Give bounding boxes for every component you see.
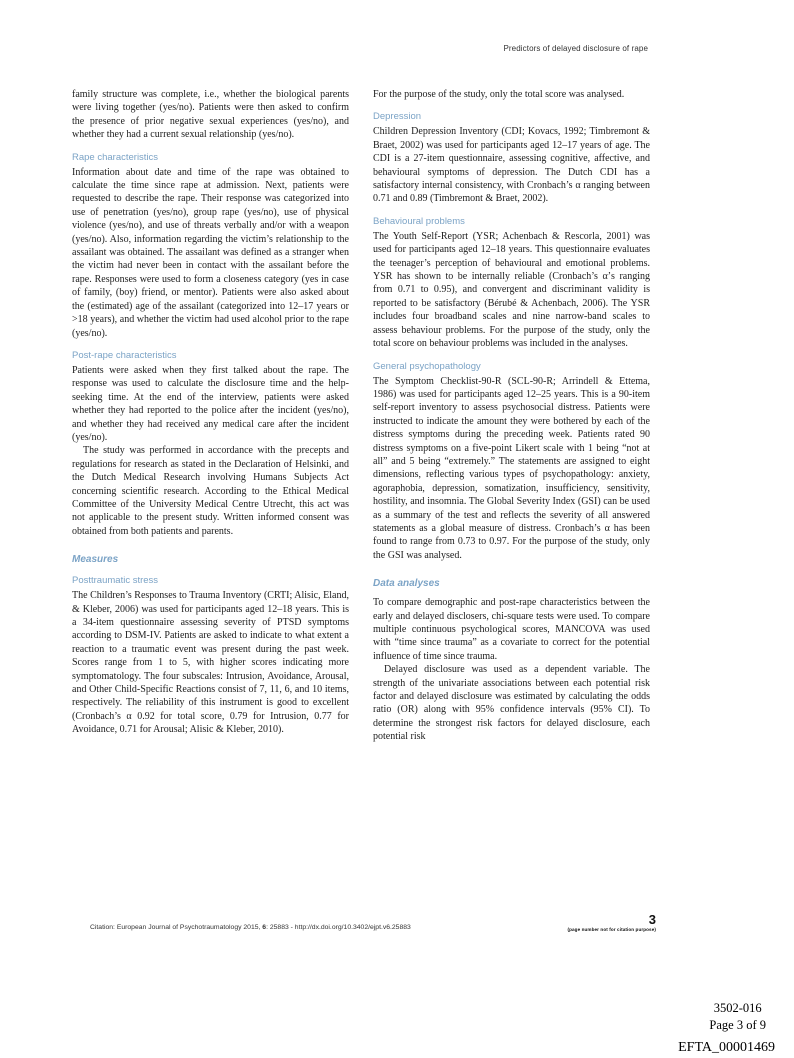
- citation-line: [90, 924, 411, 931]
- page-number-block: [567, 913, 656, 932]
- citation-prefix: Citation: European Journal of Psychotraumatology 2015,: [90, 924, 263, 931]
- production-number: 3502-016: [713, 1001, 762, 1015]
- page-number: 3: [648, 912, 656, 927]
- heading-data-analyses: Data analyses: [373, 578, 440, 590]
- column-left: [72, 88, 349, 744]
- paragraph: Information about date and time of the rape was obtained to calculate the time since rape at admission. Next, patients were requested to describe the rape. Their response was categorized into use of penetration (yes/no), group rape (yes/no), use of physical violence (yes/no), and use of threats verbally and/or with a weapon (yes/no). Also, information regarding the victim’s relationship to the assailant was obtained. The assailant was defined as a stranger when the victim had never been in contact with the assailant before the rape. Responses were used to form a closeness category (yes in case of family, (boy) friend, or mentor). Patients were also asked about the (estimated) age of the assailant (categorized into 12–17 years or >18 years), and whether the victim had used alcohol prior to the rape (yes/no).: [72, 166, 349, 339]
- heading-behavioural-problems: Behavioural problems: [373, 215, 465, 227]
- page-number-note: (page number not for citation purpose): [567, 927, 656, 932]
- paragraph: The Symptom Checklist-90-R (SCL-90-R; Arrindell & Ettema, 1986) was used for participants aged 12–25 years. This is a 90-item self-report inventory to assess psychosocial distress. Patients were instructed to indicate the amount they were bothered by each of the distress symptoms during the preceding week. Patients rated 90 distress symptoms on a five-point Likert scale with 1 being “not at all” and 5 being “extremely.” The statements are assigned to eight dimensions, reflecting various types of psychopathology: anxiety, agoraphobia, depression, somatization, insufficiency, sensitivity, hostility, and insomnia. The Global Severity Index (GSI) can be used as a summary of the test and reflects the severity of all answered statements as a global measure of distress. Cronbach’s α has been found to range from 0.73 to 0.97. For the purpose of the study, only the GSI was analysed.: [373, 375, 650, 561]
- citation-volume: 6: [262, 924, 267, 931]
- citation-doi: : 25883 - http://dx.doi.org/10.3402/ejpt.v6.25883: [266, 924, 411, 931]
- paragraph: family structure was complete, i.e., whether the biological parents were living together (yes/no). Patients were then asked to confirm the presence of prior negative sexual experiences (yes/no), and whether they had a current sexual relationship (yes/no).: [72, 89, 349, 141]
- paragraph: The Youth Self-Report (YSR; Achenbach & Rescorla, 2001) was used for participants aged 12–18 years. This questionnaire evaluates the teenager’s perception of behavioural and emotional problems. YSR has shown to be internally reliable (Cronbach’s α’s ranging from 0.71 to 0.95), and convergent and discriminant validity is reported to be satisfactory (Bérubé & Achenbach, 2006). The YSR includes four broadband scales and nine narrow-band scales to assess behaviour problems. For the purpose of the study, only the total score on behaviour problems was included in the analyses.: [373, 230, 650, 350]
- bates-number: EFTA_00001469: [678, 1040, 775, 1055]
- paragraph: Delayed disclosure was used as a dependent variable. The strength of the univariate associations between each potential risk factor and delayed disclosure was estimated by calculating the odds ratio (OR) along with 95% confidence intervals (95% CI). To determine the strongest risk factors for delayed disclosure, each potential risk: [373, 664, 650, 743]
- heading-measures: Measures: [72, 554, 119, 566]
- paragraph: The study was performed in accordance with the precepts and regulations for research as stated in the Declaration of Helsinki, and the Dutch Medical Research involving Humans Subjects Act concerning scientific research. According to the Ethical Medical Committee of the University Medical Centre Utrecht, this act was not applicable to the present study. Written informed consent was obtained from both patients and parents.: [72, 445, 349, 537]
- heading-rape-characteristics: Rape characteristics: [72, 151, 159, 163]
- exhibit-stamp: [709, 1000, 766, 1033]
- paragraph: The Children’s Responses to Trauma Inventory (CRTI; Alisic, Eland, & Kleber, 2006) was used for participants aged 12–18 years. This is a 34-item questionnaire assessing severity of PTSD symptoms according to DSM-IV. Patients are asked to indicate to what extent a reaction to a traumatic event was present during the past week. Scores range from 1 to 5, with higher scores indicating more symptomatology. The four subscales: Intrusion, Avoidance, Arousal, and Other Child-Specific Reactions consist of 7, 11, 6, and 10 items, respectively. The reliability of this instrument is good to excellent (Cronbach’s α 0.92 for total score, 0.79 for Intrusion, 0.77 for Avoidance, 0.71 for Arousal; Alisic & Kleber, 2010).: [72, 590, 349, 736]
- heading-post-rape-characteristics: Post-rape characteristics: [72, 349, 177, 361]
- heading-general-psychopathology: General psychopathology: [373, 360, 481, 372]
- heading-posttraumatic-stress: Posttraumatic stress: [72, 575, 159, 587]
- heading-depression: Depression: [373, 111, 422, 123]
- running-head: Predictors of delayed disclosure of rape: [503, 44, 648, 53]
- stamp-page-label: Page 3 of 9: [709, 1017, 766, 1032]
- paragraph: Patients were asked when they first talked about the rape. The response was used to calculate the disclosure time and the help-seeking time. At the end of the interview, patients were asked whether they had reported to the police after the incident (yes/no), and whether they had received any medical care after the incident (yes/no).: [72, 364, 349, 443]
- paragraph: To compare demographic and post-rape characteristics between the early and delayed disclosers, chi-square tests were used. To compare multiple continuous psychological scores, MANCOVA was used with “time since trauma” as a covariate to correct for the potential influence of time since trauma.: [373, 597, 650, 662]
- paragraph: Children Depression Inventory (CDI; Kovacs, 1992; Timbremont & Braet, 2002) was used for participants aged 12–17 years of age. The CDI is a 27-item questionnaire, assessing cognitive, affective, and behavioural symptoms of depression. The Dutch CDI has a satisfactory internal consistency, with Cronbach’s α ranging between 0.71 and 0.89 (Timbremont & Braet, 2002).: [373, 126, 650, 205]
- paragraph: For the purpose of the study, only the total score was analysed.: [373, 89, 625, 100]
- column-right: [373, 88, 650, 744]
- two-column-content: [72, 88, 650, 744]
